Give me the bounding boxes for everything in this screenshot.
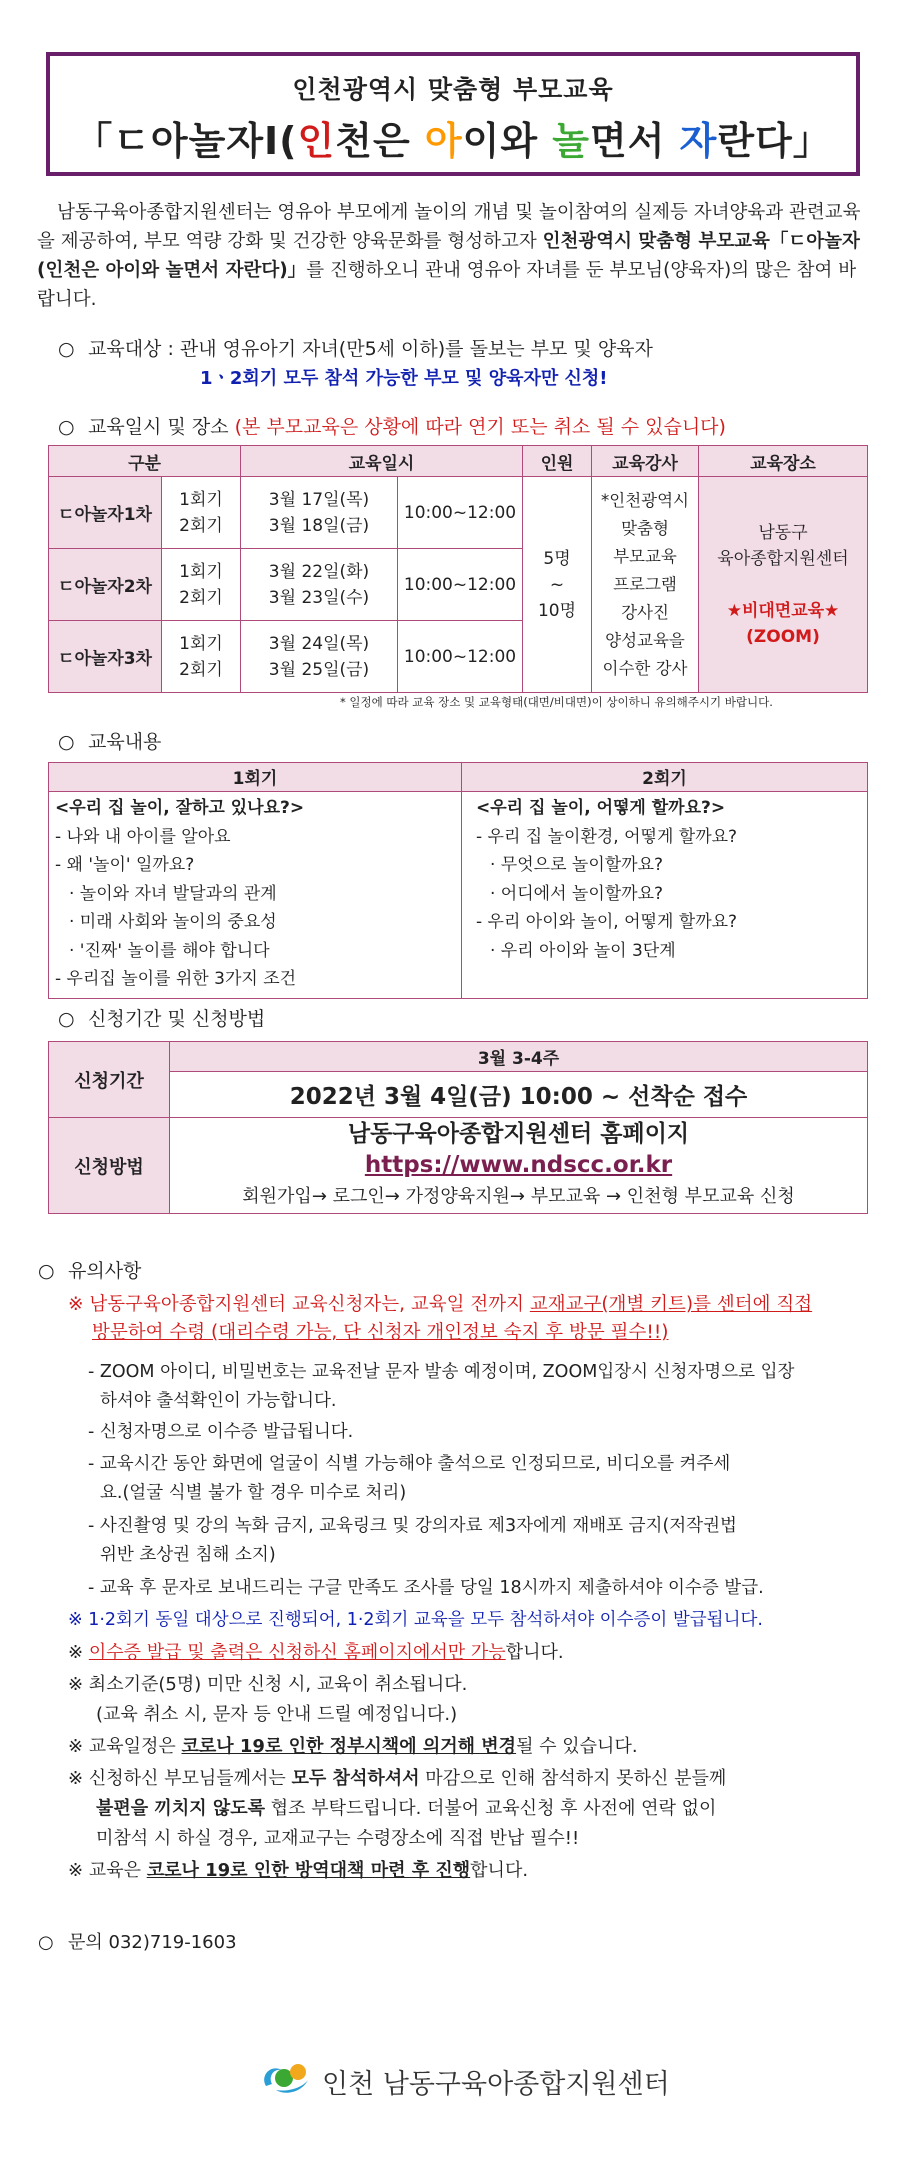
note-text: ※ 교육일정은 [68, 1736, 182, 1757]
note-text-bold: 모두 참석하셔서 [291, 1768, 420, 1789]
title-part: 이와 [462, 119, 553, 163]
schedule-heading-note: (본 부모교육은 상황에 따라 연기 또는 취소 될 수 있습니다) [234, 416, 726, 438]
method-cell [170, 1118, 868, 1214]
session-name: ㄷ아놀자1차 [49, 477, 162, 549]
session-dates [241, 621, 398, 693]
method-label: 신청방법 [49, 1118, 170, 1214]
note-certificate [68, 1638, 564, 1664]
list-item [476, 965, 861, 994]
note-kit [68, 1290, 812, 1316]
schedule-table [48, 445, 868, 693]
intro-bold: 인천광역시 맞춤형 부모교육「ㄷ아놀자(인천은 아이와 놀면서 자란다)」 [37, 231, 860, 281]
col-header: 교육장소 [699, 446, 868, 477]
col-header: 2회기 [462, 763, 868, 792]
session-time: 10:00~12:00 [398, 477, 523, 549]
title-part: 천은 [335, 119, 425, 163]
content-col2 [462, 792, 868, 999]
session-sub [162, 549, 241, 621]
session-name: ㄷ아놀자3차 [49, 621, 162, 693]
period-week: 3월 3-4주 [170, 1042, 868, 1072]
title-part: 면서 [590, 119, 680, 163]
title-part-a: 아 [424, 119, 463, 163]
content-heading [58, 727, 161, 754]
target-section [58, 334, 653, 361]
note-detail: - 신청자명으로 이수증 발급됩니다. [88, 1422, 354, 1442]
bullet-icon: ○ [58, 1008, 75, 1030]
note-both-sessions: ※ 1·2회기 동일 대상으로 진행되어, 1·2회기 교육을 모두 참석하셔야 이수증이 발급됩니다. [68, 1610, 763, 1630]
note-detail: - ZOOM 아이디, 비밀번호는 교육전날 문자 발송 예정이며, ZOOM입장시 신청자명으로 입장 [88, 1362, 795, 1382]
sub-2: 2회기 [179, 515, 223, 536]
note-detail: 하셔야 출석확인이 가능합니다. [100, 1391, 337, 1411]
note-detail: - 교육시간 동안 화면에 얼굴이 식별 가능해야 출석으로 인정되므로, 비디오를 켜주세 [88, 1454, 731, 1474]
table-row [49, 477, 868, 549]
session-sub [162, 477, 241, 549]
method-path: 회원가입→ 로그인→ 가정양육지원→ 부모교육 → 인천형 부모교육 신청 [242, 1186, 795, 1207]
note-minimum: ※ 최소기준(5명) 미만 신청 시, 교육이 취소됩니다. [68, 1674, 468, 1695]
bullet-icon: ○ [58, 338, 75, 360]
note-text-bold: 불편을 끼치지 않도록 [96, 1798, 266, 1819]
note-text: 합니다. [505, 1642, 564, 1663]
instructor-cell [592, 477, 699, 693]
place: 육아종합지원센터 [717, 548, 849, 569]
title-part-ja: 자 [679, 119, 718, 163]
intro-text: 남동구육아종합지원센터는 영유아 부모에게 놀이의 개념 및 놀이참여의 실제등 자녀양육과 관련교육을 제공하여, 부모 역량 강화 및 건강한 양육문화를 형성하고자 [37, 202, 861, 252]
bullet-icon: ○ [38, 1932, 54, 1953]
notes-heading [38, 1256, 141, 1283]
col-header: 인원 [523, 446, 592, 477]
intro-text-2: 를 진행하오니 관내 영유아 자녀를 둔 부모님(양육자)의 많은 참여 바랍니다. [37, 260, 857, 310]
note-detail: - 사진촬영 및 강의 녹화 금지, 교육링크 및 강의자료 제3자에게 재배포 금지(저작권법 [88, 1516, 737, 1536]
list-item: - 우리 아이와 놀이, 어떻게 할까요? [476, 912, 738, 932]
sub-2: 2회기 [179, 659, 223, 680]
col-header: 1회기 [49, 763, 462, 792]
note-text-underlined: 교재교구(개별 키트)를 센터에 직접 [529, 1294, 813, 1315]
target-note: 1ㆍ2회기 모두 참석 가능한 부모 및 양육자만 신청! [200, 368, 608, 389]
session-dates [241, 549, 398, 621]
instr: 강사진 [621, 602, 669, 622]
col-header: 교육일시 [241, 446, 523, 477]
period-label: 신청기간 [49, 1042, 170, 1118]
notes-heading-text: 유의사항 [68, 1260, 142, 1282]
title-part: 란다」 [717, 119, 832, 163]
note-detail: - 교육 후 문자로 보내드리는 구글 만족도 조사를 당일 18시까지 제출하셔야 이수증 발급. [88, 1578, 764, 1598]
contact [38, 1928, 237, 1954]
session-name: ㄷ아놀자2차 [49, 549, 162, 621]
list-item: · 어디에서 놀이할까요? [490, 883, 664, 904]
apply-heading-text: 신청기간 및 신청방법 [88, 1008, 266, 1030]
apply-heading [58, 1004, 265, 1031]
date-1: 3월 22일(화) [268, 561, 370, 582]
note-text: 될 수 있습니다. [516, 1736, 638, 1757]
session-sub [162, 621, 241, 693]
date-1: 3월 17일(목) [268, 489, 370, 510]
cap: ~ [549, 574, 565, 595]
sub-1: 1회기 [179, 633, 223, 654]
date-2: 3월 18일(금) [268, 515, 370, 536]
note-text-underlined: 코로나 19로 인한 방역대책 마련 후 진행 [146, 1860, 471, 1881]
session-time: 10:00~12:00 [398, 549, 523, 621]
note-text: ※ [68, 1642, 89, 1663]
date-2: 3월 23일(수) [268, 587, 370, 608]
note-minimum-2: (교육 취소 시, 문자 등 안내 드릴 예정입니다.) [96, 1704, 458, 1725]
list-item: - 우리 집 놀이환경, 어떻게 할까요? [476, 826, 738, 847]
cap: 5명 [543, 548, 571, 569]
place: 남동구 [758, 522, 808, 543]
session-time: 10:00~12:00 [398, 621, 523, 693]
note-schedule-change [68, 1732, 638, 1758]
title-part-in: 인 [297, 119, 336, 163]
note-text: 합니다. [470, 1860, 529, 1881]
note-text: ※ 남동구육아종합지원센터 교육신청자는, 교육일 전까지 [68, 1294, 530, 1315]
list-item: · 우리 아이와 놀이 3단계 [490, 940, 676, 961]
list-item: · '진짜' 놀이를 해야 합니다 [69, 940, 270, 961]
place-zoom: (ZOOM) [746, 626, 820, 647]
note-attend [68, 1764, 726, 1790]
footer-name: 인천 남동구육아종합지원센터 [322, 2069, 670, 2100]
list-item: · 놀이와 자녀 발달과의 관계 [69, 883, 277, 904]
bullet-icon: ○ [38, 1260, 55, 1282]
center-logo-icon [258, 2056, 316, 2098]
list-item: <우리 집 놀이, 어떻게 할까요?> [476, 798, 726, 818]
bullet-icon: ○ [58, 416, 75, 438]
title-open: 「 [74, 119, 114, 163]
title-line1: 인천광역시 맞춤형 부모교육 [292, 75, 614, 104]
period-date: 2022년 3월 4일(금) 10:00 ~ 선착순 접수 [170, 1072, 868, 1118]
note-text: ※ 신청하신 부모님들께서는 [68, 1768, 292, 1789]
contact-text: 문의 032)719-1603 [68, 1932, 237, 1953]
content-col1 [49, 792, 462, 999]
instr: *인천광역시 [601, 490, 689, 510]
schedule-heading-text: 교육일시 및 장소 [88, 416, 229, 438]
note-detail: 위반 초상권 침해 소지) [100, 1545, 276, 1565]
title-part-nol: 놀 [552, 119, 591, 163]
list-item: - 왜 '놀이' 일까요? [55, 855, 195, 875]
note-kit-2: 방문하여 수령 (대리수령 가능, 단 신청자 개인정보 숙지 후 방문 필수!!) [92, 1322, 669, 1343]
content-heading-text: 교육내용 [88, 731, 162, 753]
date-2: 3월 25일(금) [268, 659, 370, 680]
note-attend-3: 미참석 시 하실 경우, 교재교구는 수령장소에 직접 반납 필수!! [96, 1828, 580, 1849]
bullet-icon: ○ [58, 731, 75, 753]
note-covid [68, 1856, 528, 1882]
method-site: 남동구육아종합지원센터 홈페이지 [347, 1121, 690, 1147]
content-table [48, 762, 868, 999]
intro-paragraph [37, 198, 873, 314]
sub-2: 2회기 [179, 587, 223, 608]
apply-table [48, 1041, 868, 1214]
list-item: · 무엇으로 놀이할까요? [490, 855, 664, 875]
cap: 10명 [537, 600, 577, 621]
note-attend-2 [96, 1794, 716, 1820]
list-item: · 미래 사회와 놀이의 중요성 [69, 912, 277, 932]
list-item: - 우리집 놀이를 위한 3가지 조건 [55, 969, 297, 989]
place-cell [699, 477, 868, 693]
target-label: 교육대상 : 관내 영유아기 자녀(만5세 이하)를 돌보는 부모 및 양육자 [88, 338, 653, 360]
instr: 부모교육 [613, 546, 677, 566]
sub-1: 1회기 [179, 561, 223, 582]
note-detail: 요.(얼굴 식별 불가 할 경우 미수로 처리) [100, 1483, 407, 1503]
session-dates [241, 477, 398, 549]
place-mode: ★비대면교육★ [726, 600, 840, 621]
note-text: 협조 부탁드립니다. 더불어 교육신청 후 사전에 연락 없이 [265, 1798, 717, 1819]
title-line2 [50, 110, 856, 165]
col-header: 교육강사 [592, 446, 699, 477]
list-item: - 나와 내 아이를 알아요 [55, 826, 231, 847]
schedule-footnote: * 일정에 따라 교육 장소 및 교육형태(대면/비대면)이 상이하니 유의해주시기 바랍니다. [340, 695, 773, 709]
note-text-underlined: 코로나 19로 인한 정부시책에 의거해 변경 [181, 1736, 517, 1757]
list-item: <우리 집 놀이, 잘하고 있나요?> [55, 798, 305, 818]
sub-1: 1회기 [179, 489, 223, 510]
note-text-underlined: 이수증 발급 및 출력은 신청하신 홈페이지에서만 가능 [88, 1642, 506, 1663]
instr: 맞춤형 [621, 518, 669, 538]
date-1: 3월 24일(목) [268, 633, 370, 654]
note-text: 마감으로 인해 참석하지 못하신 분들께 [419, 1768, 727, 1789]
capacity-cell [523, 477, 592, 693]
instr: 양성교육을 [605, 630, 685, 650]
instr: 프로그램 [613, 574, 677, 594]
method-url-link[interactable]: https://www.ndscc.or.kr [364, 1152, 673, 1178]
title-brand: ㄷ아놀자Ⅰ( [113, 119, 298, 163]
instr: 이수한 강사 [602, 658, 688, 678]
col-header: 구분 [49, 446, 241, 477]
note-text: ※ 교육은 [68, 1860, 147, 1881]
title-box [46, 52, 860, 176]
schedule-heading [58, 412, 726, 439]
